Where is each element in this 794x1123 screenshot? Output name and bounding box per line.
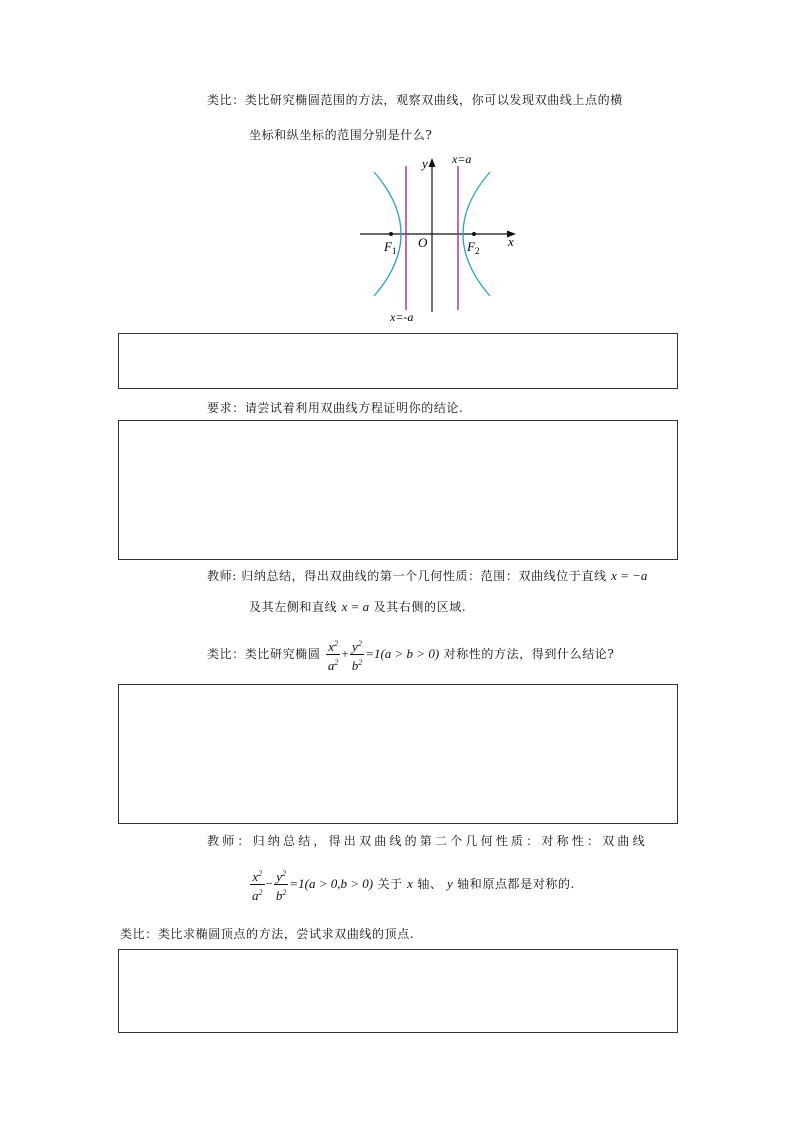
analogy2-text-a: 类比研究椭圆: [244, 647, 321, 661]
answer-box-1[interactable]: [118, 333, 678, 389]
requirement-line: [207, 400, 463, 416]
y-axis-arrow: [429, 158, 436, 167]
equation-x-eq-a: x = a: [341, 599, 370, 614]
axis-y-symbol: y: [446, 876, 453, 891]
teacher-summary2-text-b: 轴、: [417, 877, 443, 891]
teacher-summary1-text2b: 及其右侧的区域.: [373, 600, 467, 614]
analogy-label: 类比：: [207, 93, 245, 107]
axis-x-symbol: x: [407, 876, 413, 891]
teacher-summary2-text1: 归纳总结，得出双曲线的第二个几何性质：对称性：双曲线: [252, 834, 648, 848]
analogy2-label: 类比：: [207, 647, 245, 661]
answer-box-3[interactable]: [118, 684, 678, 824]
teacher-summary2-text-a: 关于: [377, 877, 403, 891]
focus-f1-dot: [389, 232, 393, 236]
label-x: x: [508, 234, 514, 249]
label-x-eq-neg-a: x=-a: [390, 310, 414, 324]
analogy-question-line2: [249, 127, 432, 143]
teacher-summary2-line1: [207, 833, 648, 849]
equation-x-eq-neg-a: x = −a: [611, 568, 648, 583]
ellipse-frac-x: $\frac{x^2}{a^2}$: [326, 636, 341, 673]
analogy2-line: [207, 634, 614, 674]
ellipse-frac-y: $\frac{y^2}{b^2}$: [350, 636, 365, 673]
analogy3-text: 类比求椭圆顶点的方法，尝试求双曲线的顶点.: [157, 927, 415, 941]
teacher-summary2-line2: [249, 864, 575, 904]
requirement-text: 请尝试着利用双曲线方程证明你的结论.: [244, 401, 464, 415]
hyperbola-figure: [356, 148, 526, 326]
minus-sign: −: [265, 876, 273, 891]
ellipse-eq-rest: =1(a > b > 0): [365, 646, 440, 661]
teacher-summary2-text-c: 轴和原点都是对称的.: [457, 877, 575, 891]
teacher-summary1-line2: [249, 599, 466, 615]
focus-f2-dot: [472, 232, 476, 236]
answer-box-2[interactable]: [118, 420, 678, 560]
analogy2-text-b: 对称性的方法，得到什么结论?: [443, 647, 615, 661]
teacher-summary1-text2a: 及其左侧和直线: [249, 600, 338, 614]
hyperbola-frac-x: $\frac{x^2}{a^2}$: [250, 866, 265, 903]
question-text-2: 坐标和纵坐标的范围分别是什么?: [249, 128, 433, 142]
analogy-question-line1: [207, 92, 623, 108]
analogy3-label: 类比：: [120, 927, 158, 941]
requirement-label: 要求：: [207, 401, 245, 415]
plus-sign: +: [341, 646, 349, 661]
teacher2-label: 教师：: [207, 834, 253, 848]
label-origin: O: [418, 235, 428, 250]
label-f1: $F_1$: [384, 239, 397, 256]
question-text-1: 类比研究椭圆范围的方法，观察双曲线，你可以发现双曲线上点的横: [244, 93, 623, 107]
teacher-summary1-line1: [207, 568, 647, 584]
hyperbola-frac-y: $\frac{y^2}{b^2}$: [274, 866, 289, 903]
label-f2: $F_2$: [467, 239, 480, 256]
analogy3-line: [120, 926, 414, 942]
label-x-eq-a: x=a: [452, 152, 472, 166]
label-y: y: [422, 156, 428, 171]
answer-box-4[interactable]: [118, 949, 678, 1033]
teacher-label: 教师:: [207, 569, 237, 583]
teacher-summary1-text1: 归纳总结，得出双曲线的第一个几何性质：范围：双曲线位于直线: [241, 569, 607, 583]
hyperbola-eq-rest: =1(a > 0,b > 0): [289, 876, 374, 891]
